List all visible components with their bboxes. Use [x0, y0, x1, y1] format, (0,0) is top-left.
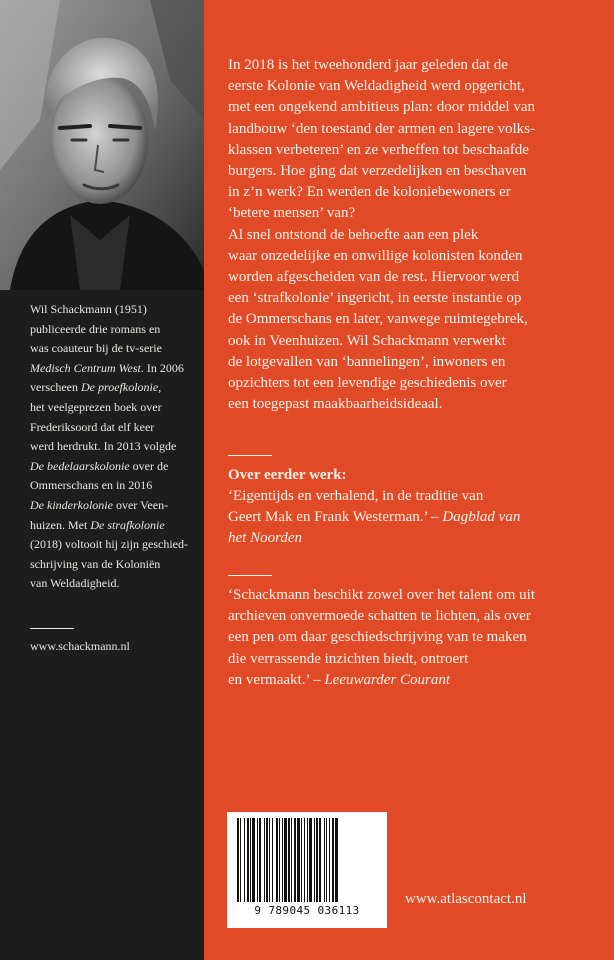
barcode-bar [264, 818, 265, 902]
barcode-bar [304, 818, 305, 902]
barcode-bar [282, 818, 283, 902]
text-line [228, 203, 600, 224]
barcode-bar [252, 818, 255, 902]
text-line [228, 507, 600, 528]
barcode-bar [250, 818, 251, 902]
barcode-bar [316, 818, 318, 902]
text-line [228, 119, 600, 140]
text-line [30, 359, 190, 379]
author-bio [30, 300, 190, 594]
text-line [228, 182, 600, 203]
text-line [228, 627, 600, 648]
italic-segment: Leeuwarder Courant [324, 671, 451, 688]
text-line [30, 320, 190, 340]
italic-segment: Medisch Centrum West [30, 360, 141, 375]
barcode-bar [269, 818, 270, 902]
text-segment: Wil Schackmann (1951) [30, 302, 147, 316]
left-panel [0, 0, 204, 960]
text-segment: huizen. Met [30, 517, 91, 532]
text-segment: landbouw ‘den toestand der armen en lagere volks- [228, 120, 535, 137]
text-line [30, 339, 190, 359]
text-line [30, 398, 190, 418]
text-segment: worden afgescheiden van de rest. Hiervoor werd [228, 269, 520, 286]
barcode-bar [314, 818, 315, 902]
author-portrait-image [0, 0, 204, 290]
text-line [228, 670, 600, 691]
italic-segment: De strafkolonie [90, 517, 165, 532]
barcode-bar [309, 818, 312, 902]
barcode-bar [307, 818, 308, 902]
text-line [30, 516, 190, 536]
text-line [30, 418, 190, 438]
text-line [228, 486, 600, 507]
text-line [228, 394, 600, 415]
text-segment: Frederiksoord dat elf keer [30, 419, 155, 434]
barcode-bar [329, 818, 330, 902]
barcode-bar [237, 818, 239, 902]
barcode-bar [297, 818, 300, 902]
text-line [228, 225, 600, 246]
reviews-heading: Over eerder werk: [228, 467, 347, 483]
barcode-bar [291, 818, 292, 902]
text-line [228, 267, 600, 288]
text-segment: archieven onvermoede schatten te lichten, als over [228, 608, 531, 625]
text-line [30, 496, 190, 516]
author-photo [0, 0, 204, 290]
text-segment: het veelgeprezen boek over [30, 399, 162, 414]
text-segment: Geert Mak en Frank Westerman.’ – [228, 509, 443, 526]
italic-segment: De bedelaarskolonie [30, 458, 130, 473]
text-segment: en vermaakt.’ – [228, 671, 325, 688]
text-line [30, 378, 190, 398]
text-line [228, 140, 600, 161]
italic-segment: De kinderkolonie [30, 497, 113, 512]
barcode-bar [301, 818, 302, 902]
text-segment: de Ommerschans en later, vanwege ruimtegebrek, [228, 311, 528, 328]
barcode-bar [324, 818, 325, 902]
text-segment: eerste Kolonie van Weldadigheid werd opgericht, [228, 78, 525, 95]
text-segment: Ommerschans en in 2016 [30, 478, 153, 493]
text-segment: . In 2006 [140, 360, 184, 375]
italic-segment: De proefkolonie [80, 380, 159, 395]
text-line [228, 246, 600, 267]
text-line [30, 535, 190, 555]
text-line [30, 300, 190, 320]
text-segment: opzichters tot een levendige geschiedenis over [228, 375, 507, 392]
text-segment: waar onzedelijke en onwillige kolonisten konden [228, 247, 523, 264]
barcode-bars [235, 818, 379, 902]
barcode-bar [247, 818, 249, 902]
text-line [228, 331, 600, 352]
text-segment: (2018) voltooit hij zijn geschied- [30, 537, 188, 552]
blurb-divider [228, 455, 272, 456]
author-website: www.schackmann.nl [30, 639, 130, 653]
text-line [228, 76, 600, 97]
text-segment: ‘betere mensen’ van? [228, 205, 356, 222]
text-line [228, 55, 600, 76]
text-line [228, 309, 600, 330]
text-segment: over de [129, 458, 169, 473]
text-segment: burgers. Hoe ging dat verzedelijken en beschaven [228, 163, 527, 180]
text-segment: schrijving van de Koloniën [30, 556, 161, 571]
text-segment: een ‘strafkolonie’ ingericht, in eerste instantie op [228, 290, 522, 307]
text-segment: in z’n werk? En werden de koloniebewoners er [228, 184, 511, 201]
italic-segment: Dagblad van [442, 509, 521, 526]
text-segment: ook in Veenhuizen. Wil Schackmann verwerkt [228, 332, 506, 349]
text-segment: Al snel ontstond de behoefte aan een plek [228, 226, 479, 243]
barcode-bar [272, 818, 273, 902]
isbn-number: 9 789045 036113 [254, 904, 360, 917]
text-segment: over Veen- [112, 497, 169, 512]
barcode-bar [276, 818, 278, 902]
barcode-bar [332, 818, 334, 902]
text-segment: de lotgevallen van ‘bannelingen’, inwoners en [228, 353, 506, 370]
publisher-website: www.atlascontact.nl [405, 891, 527, 907]
barcode-bar [257, 818, 258, 902]
text-segment: In 2018 is het tweehonderd jaar geleden dat de [228, 57, 508, 73]
reviews-divider [228, 575, 272, 576]
text-line [228, 97, 600, 118]
barcode-bar [288, 818, 290, 902]
bio-divider [30, 628, 74, 629]
book-blurb [228, 55, 600, 415]
text-segment: ‘Schackmann beschikt zowel over het talent om uit [228, 587, 535, 603]
barcode-bar [284, 818, 287, 902]
barcode [227, 812, 387, 928]
text-segment: van Weldadigheid. [30, 576, 120, 591]
text-line [228, 352, 600, 373]
text-segment: werd herdrukt. In 2013 volgde [30, 439, 177, 454]
barcode-bar [279, 818, 280, 902]
barcode-bar [326, 818, 327, 902]
text-segment: klassen verbeteren’ en ze verheffen tot beschaafde [228, 141, 529, 158]
barcode-bar [335, 818, 338, 902]
text-line [228, 649, 600, 670]
text-line [228, 585, 600, 606]
text-line [228, 373, 600, 394]
text-segment: verscheen [30, 380, 81, 395]
text-segment: ‘Eigentijds en verhalend, in de traditie van [228, 488, 484, 504]
text-segment: die verrassende inzichten biedt, ontroert [228, 650, 469, 667]
review-quote-1 [228, 486, 600, 550]
barcode-bar [294, 818, 296, 902]
text-line [228, 161, 600, 182]
text-line [30, 437, 190, 457]
italic-segment: het Noorden [228, 530, 303, 547]
text-segment: publiceerde drie romans en [30, 321, 161, 336]
barcode-bar [240, 818, 241, 902]
barcode-bar [259, 818, 261, 902]
text-line [30, 476, 190, 496]
barcode-bar [266, 818, 268, 902]
text-segment: was coauteur bij de tv-serie [30, 341, 162, 356]
barcode-bar [244, 818, 245, 902]
text-line [228, 528, 600, 549]
text-line [30, 574, 190, 594]
text-line [30, 555, 190, 575]
barcode-bar [319, 818, 321, 902]
text-segment: een toegepast maakbaarheidsideaal. [228, 396, 443, 413]
text-segment: , [158, 380, 162, 395]
review-quote-2 [228, 585, 600, 691]
text-segment: een pen om daar geschiedschrijving van te maken [228, 629, 527, 646]
text-segment: met een ongekend ambitieus plan: door middel van [228, 99, 536, 116]
text-line [228, 288, 600, 309]
text-line [30, 457, 190, 477]
text-line [228, 606, 600, 627]
